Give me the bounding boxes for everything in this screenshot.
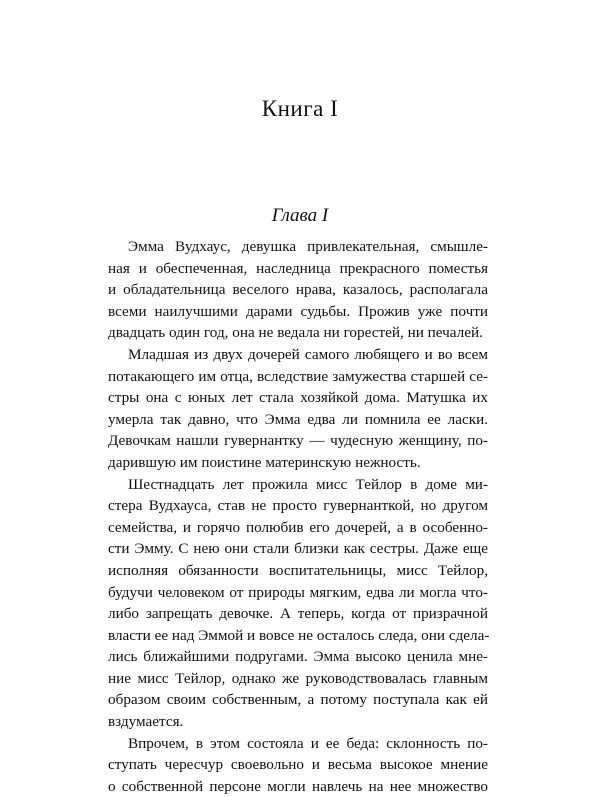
text-line: Эмма Вудхаус, девушка привлекательная, смышле-	[128, 238, 488, 255]
text-line: Девочкам нашли гувернантку — чудесную женщину, по-	[108, 432, 488, 450]
text-line: вздумается.	[108, 713, 184, 731]
text-line: ступать чересчур своевольно и весьма высокое мнение	[108, 756, 488, 774]
book-title: Книга I	[261, 96, 339, 121]
text-line: о собственной персоне могли навлечь на нее множество	[108, 777, 488, 795]
text-line: Младшая из двух дочерей самого любящего и во всем	[128, 345, 488, 363]
paragraph	[108, 236, 488, 344]
text-line: Шестнадцать лет прожила мисс Тейлор в доме ми-	[128, 475, 488, 493]
chapter-title: Глава I	[271, 205, 329, 226]
text-line: образом своим собственным, а потому поступала как ей	[108, 691, 488, 709]
text-line: ние мисс Тейлор, однако же руководствовалась главным	[108, 669, 488, 687]
paragraph	[108, 474, 488, 733]
text-line: умерла так давно, что Эмма едва ли помнила ее ласки.	[108, 410, 488, 428]
text-line: исполняя обязанности воспитательницы, мисс Тейлор,	[108, 561, 488, 579]
text-line: сти Эмму. С нею они стали близки как сестры. Даже еще	[108, 540, 488, 558]
text-line: дарившую им поистине материнскую нежность.	[108, 453, 421, 471]
text-line: власти ее над Эммой и вовсе не осталось следа, они сдела-	[108, 626, 490, 644]
text-line: лись ближайшими подругами. Эмма высоко ценила мне-	[108, 648, 488, 666]
text-line: потакающего им отца, вследствие замужества старшей се-	[108, 367, 488, 385]
text-line: стры она с юных лет стала хозяйкой дома. Матушка их	[108, 389, 488, 407]
text-line: Впрочем, в этом состояла и ее беда: склонность по-	[128, 734, 488, 752]
paragraph	[108, 344, 488, 474]
text-line: будучи человеком от природы мягким, едва ли могла что-	[108, 583, 488, 601]
text-line: ная и обеспеченная, наследница прекрасного поместья	[108, 259, 488, 277]
paragraph	[108, 733, 488, 797]
chapter-body	[108, 236, 488, 797]
text-line: либо запрещать девочке. А теперь, когда от призрачной	[108, 605, 488, 623]
text-line: двадцать один год, она не ведала ни горестей, ни печалей.	[108, 324, 483, 342]
text-line: стера Вудхауса, став не просто гувернанткой, но другом	[108, 497, 488, 515]
text-line: и обладательница веселого нрава, казалось, располагала	[108, 281, 488, 299]
text-line: всеми наилучшими дарами судьбы. Прожив уже почти	[108, 302, 488, 320]
text-line: семейства, и горячо полюбив его дочерей, а в особенно-	[108, 518, 488, 536]
